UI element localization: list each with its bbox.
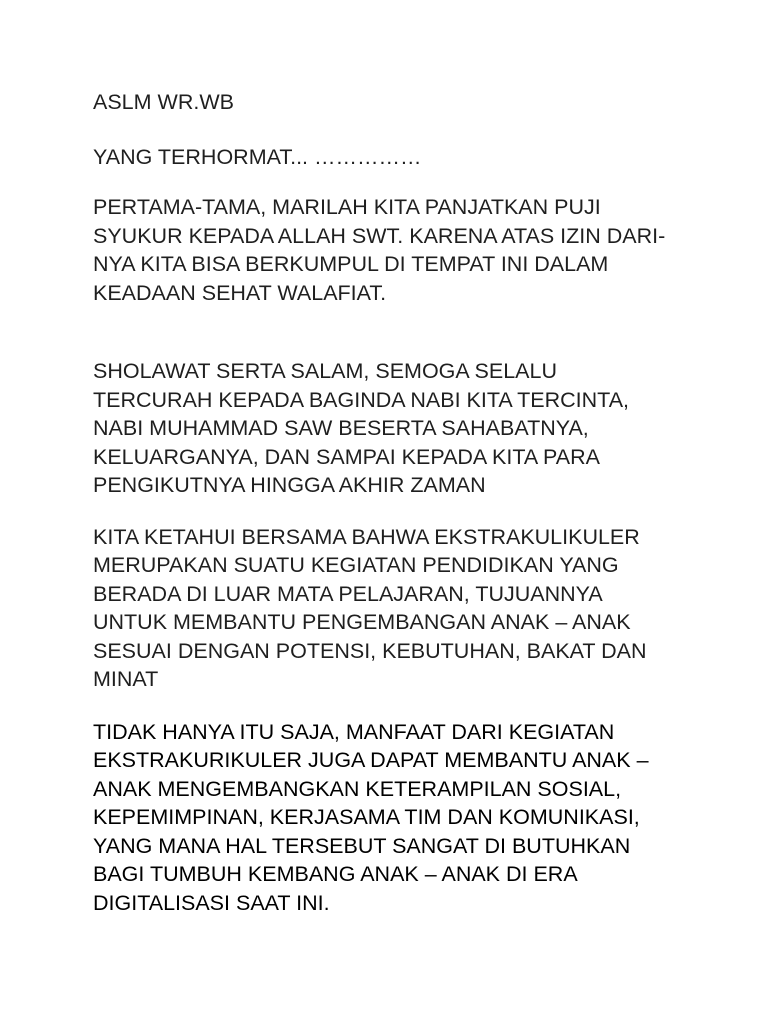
text-line: ANAK MENGEMBANGKAN KETERAMPILAN SOSIAL, [93,776,622,801]
text-line: PENGIKUTNYA HINGGA AKHIR ZAMAN [93,473,486,497]
text-line: KELUARGANYA, DAN SAMPAI KEPADA KITA PARA [93,444,600,469]
text-line: EKSTRAKURIKULER JUGA DAPAT MEMBANTU ANAK – [93,748,649,772]
text-line: MINAT [93,667,159,691]
address-paragraph [93,143,683,172]
text-line: KEPEMIMPINAN, KERJASAMA TIM DAN KOMUNIKASI, [93,805,640,829]
opening-paragraph [93,193,683,307]
text-line: SESUAI DENGAN POTENSI, KEBUTUHAN, BAKAT DAN [93,638,647,663]
text-line: YANG MANA HAL TERSEBUT SANGAT DI BUTUHKAN [93,833,631,858]
text-line: SYUKUR KEPADA ALLAH SWT. KARENA ATAS IZIN DARI- [93,223,666,248]
greeting-paragraph [93,88,683,117]
text-line: KEADAAN SEHAT WALAFIAT. [93,280,387,305]
sholawat-paragraph [93,357,683,500]
text-line: UNTUK MEMBANTU PENGEMBANGAN ANAK – ANAK [93,610,631,634]
text-line: PERTAMA-TAMA, MARILAH KITA PANJATKAN PUJI [93,195,601,219]
ekstrakurikuler-paragraph [93,523,683,694]
text-line: YANG TERHORMAT... …………… [93,144,422,169]
text-line: TERCURAH KEPADA BAGINDA NABI KITA TERCINTA, [93,387,630,412]
text-line: BERADA DI LUAR MATA PELAJARAN, TUJUANNYA [93,581,603,606]
text-line: SHOLAWAT SERTA SALAM, SEMOGA SELALU [93,359,557,383]
text-line: NABI MUHAMMAD SAW BESERTA SAHABATNYA, [93,416,589,440]
manfaat-paragraph [93,718,683,918]
text-line: TIDAK HANYA ITU SAJA, MANFAAT DARI KEGIATAN [93,719,615,744]
text-line: MERUPAKAN SUATU KEGIATAN PENDIDIKAN YANG [93,553,619,577]
text-line: KITA KETAHUI BERSAMA BAHWA EKSTRAKULIKULER [93,524,640,549]
text-line: NYA KITA BISA BERKUMPUL DI TEMPAT INI DALAM [93,252,609,276]
text-line: BAGI TUMBUH KEMBANG ANAK – ANAK DI ERA [93,862,578,886]
text-line: ASLM WR.WB [93,90,234,114]
text-line: DIGITALISASI SAAT INI. [93,890,330,915]
document-page [93,88,683,917]
